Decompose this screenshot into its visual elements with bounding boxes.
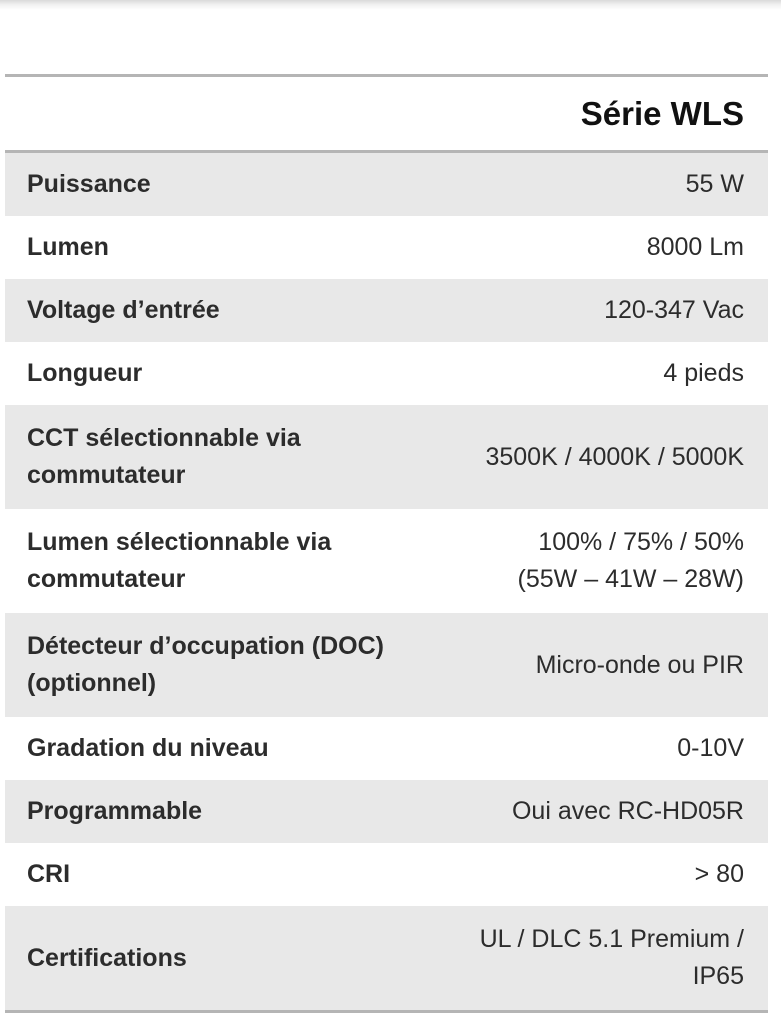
spec-row-occupancy-detector [5, 613, 768, 717]
spec-value: 100% / 75% / 50% (55W – 41W – 28W) [517, 528, 744, 593]
spec-value: 3500K / 4000K / 5000K [485, 442, 744, 471]
table-header [5, 77, 768, 153]
spec-label: Programmable [27, 797, 203, 825]
spec-value: 8000 Lm [646, 233, 744, 261]
spec-row-puissance [5, 153, 768, 216]
spec-value: > 80 [694, 860, 744, 888]
spec-row-cct [5, 405, 768, 509]
spec-label: Certifications [27, 943, 187, 972]
spec-value: Micro-onde ou PIR [535, 650, 744, 679]
spec-table [5, 74, 768, 1013]
spec-label: Lumen [27, 233, 109, 261]
spec-value: 0-10V [677, 734, 744, 762]
spec-label: Gradation du niveau [27, 734, 269, 762]
spec-value: 120-347 Vac [604, 296, 744, 324]
series-title: Série WLS [580, 94, 744, 132]
spec-label: CCT sélectionnable via commutateur [27, 424, 301, 489]
spec-row-longueur [5, 342, 768, 405]
spec-label: Longueur [27, 359, 143, 387]
spec-label: Lumen sélectionnable via commutateur [27, 528, 332, 593]
spec-value: Oui avec RC-HD05R [511, 797, 744, 825]
spec-row-lumen [5, 216, 768, 279]
spec-row-voltage [5, 279, 768, 342]
spec-value: 55 W [685, 170, 744, 198]
spec-row-lumen-selectable [5, 509, 768, 613]
spec-label: Voltage d’entrée [27, 296, 220, 324]
spec-value: 4 pieds [663, 359, 744, 387]
spec-label: Puissance [27, 170, 151, 198]
spec-row-certifications [5, 906, 768, 1010]
spec-row-programmable [5, 780, 768, 843]
top-shadow [0, 0, 781, 10]
spec-value: UL / DLC 5.1 Premium / IP65 [479, 925, 744, 990]
spec-row-dimming [5, 717, 768, 780]
spec-label: Détecteur d’occupation (DOC) (optionnel) [27, 632, 384, 697]
spec-label: CRI [27, 860, 71, 888]
spec-row-cri [5, 843, 768, 906]
